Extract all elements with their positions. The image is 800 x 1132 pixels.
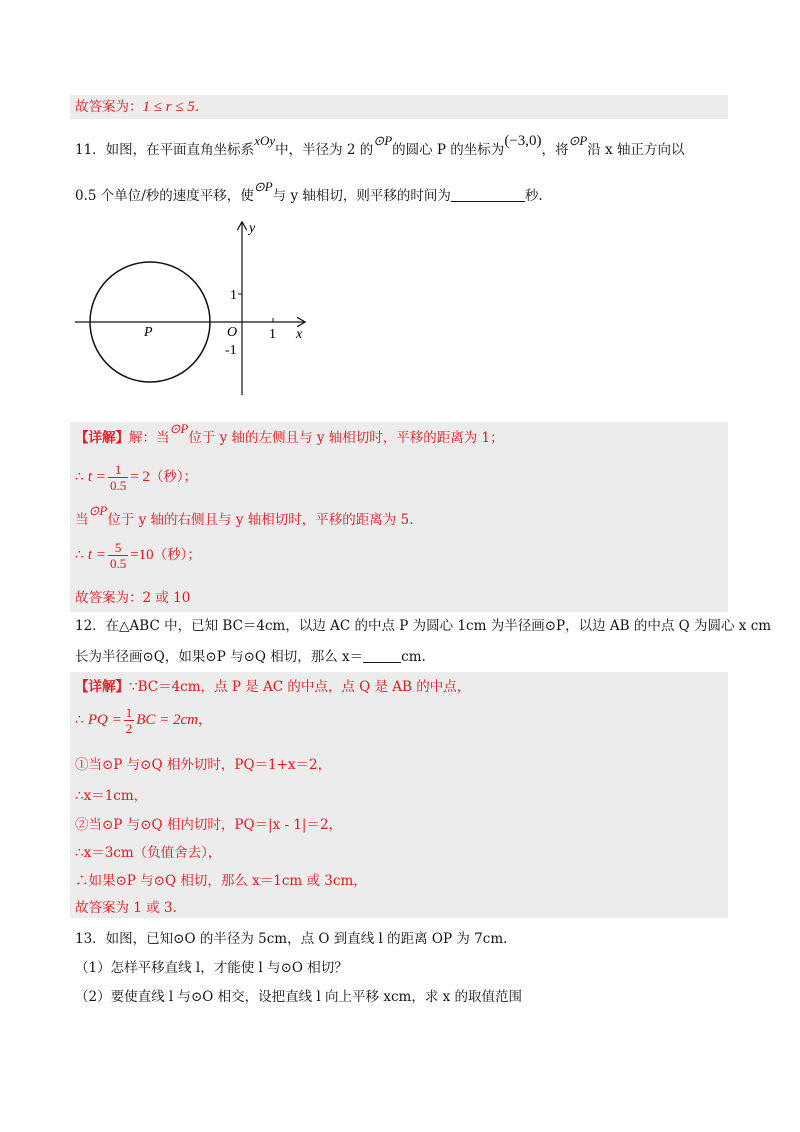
fraction-1-over-2: $\frac{1}{2}$ <box>125 705 133 736</box>
coord-system-label: xOy <box>254 133 276 148</box>
circle-p-symbol: ⊙P <box>373 133 393 148</box>
center-coordinate: (−3,0) <box>504 133 542 149</box>
sol12-line7: ∴如果⊙P 与⊙Q 相切，那么 x＝1cm 或 3cm， <box>75 873 367 889</box>
q11-line2: 0.5 个单位/秒的速度平移，使⊙P与 y 轴相切，则平移的时间为 秒. <box>75 179 543 204</box>
sol11-line2: ∴ t = $\frac{1}{0.5}$ = 2（秒）； <box>75 462 198 493</box>
sol12-line5: ②当⊙P 与⊙Q 相内切时，PQ＝|x - 1|＝2， <box>75 817 343 833</box>
fraction-1-over-0.5: $\frac{1}{0.5}$ <box>109 462 127 493</box>
circle-p-symbol: ⊙P <box>253 179 273 194</box>
coordinate-figure <box>70 215 315 400</box>
y-tick-neg1: -1 <box>225 343 237 358</box>
x-axis-label: x <box>296 327 303 342</box>
fraction-5-over-0.5: $\frac{5}{0.5}$ <box>109 540 127 571</box>
q13-line2: （1）怎样平移直线 l，才能使 l 与⊙O 相切？ <box>75 960 348 976</box>
sol11-line4: ∴ t = $\frac{5}{0.5}$ =10（秒）； <box>75 540 201 571</box>
answer-blank <box>363 648 401 663</box>
sol12-line6: ∴x＝3cm（负值舍去）， <box>75 845 222 861</box>
sol11-line1: 【详解】解：当⊙P位于 y 轴的左侧且与 y 轴相切时，平移的距离为 1； <box>75 421 504 446</box>
prev-answer-line: 故答案为：1 ≤ r ≤ 5. <box>75 99 200 115</box>
answer-blank <box>451 187 525 202</box>
y-tick-1: 1 <box>230 288 237 303</box>
q12-line1: 12．在△ABC 中，已知 BC＝4cm，以边 AC 的中点 P 为圆心 1cm 为半径画⊙P，以边 AB 的中点 Q 为圆心 x cm <box>75 618 772 634</box>
sol12-line4: ∴x＝1cm， <box>75 788 148 804</box>
circle-p-symbol: ⊙P <box>568 133 588 148</box>
q13-line3: （2）要使直线 l 与⊙O 相交，设把直线 l 向上平移 xcm，求 x 的取值范围 <box>75 989 523 1005</box>
q12-line2: 长为半径画⊙Q，如果⊙P 与⊙Q 相切，那么 x＝ cm. <box>75 649 426 665</box>
origin-label: O <box>227 325 238 340</box>
q11-line1: 11．如图，在平面直角坐标系xOy中，半径为 2 的⊙P的圆心 P 的坐标为(−3,0)，将⊙P沿 x 轴正方向以 <box>75 133 685 158</box>
sol11-answer: 故答案为：2 或 10 <box>75 590 191 606</box>
q13-line1: 13．如图，已知⊙O 的半径为 5cm，点 O 到直线 l 的距离 OP 为 7cm. <box>75 931 508 947</box>
x-tick-1: 1 <box>269 327 276 342</box>
sol12-line8: 故答案为 1 或 3. <box>75 900 177 916</box>
answer-inequality: 1 ≤ r ≤ 5 <box>142 99 195 115</box>
y-axis-label: y <box>249 221 256 236</box>
sol12-line3: ①当⊙P 与⊙Q 相外切时，PQ＝1+x＝2， <box>75 757 332 773</box>
center-p-label: P <box>144 325 153 340</box>
sol11-line3: 当⊙P位于 y 轴的右侧且与 y 轴相切时，平移的距离为 5. <box>75 503 414 528</box>
sol12-line2: ∴ PQ = $\frac{1}{2}$ BC = 2cm， <box>75 705 212 736</box>
sol12-line1: 【详解】∵BC＝4cm，点 P 是 AC 的中点，点 Q 是 AB 的中点， <box>75 679 471 695</box>
